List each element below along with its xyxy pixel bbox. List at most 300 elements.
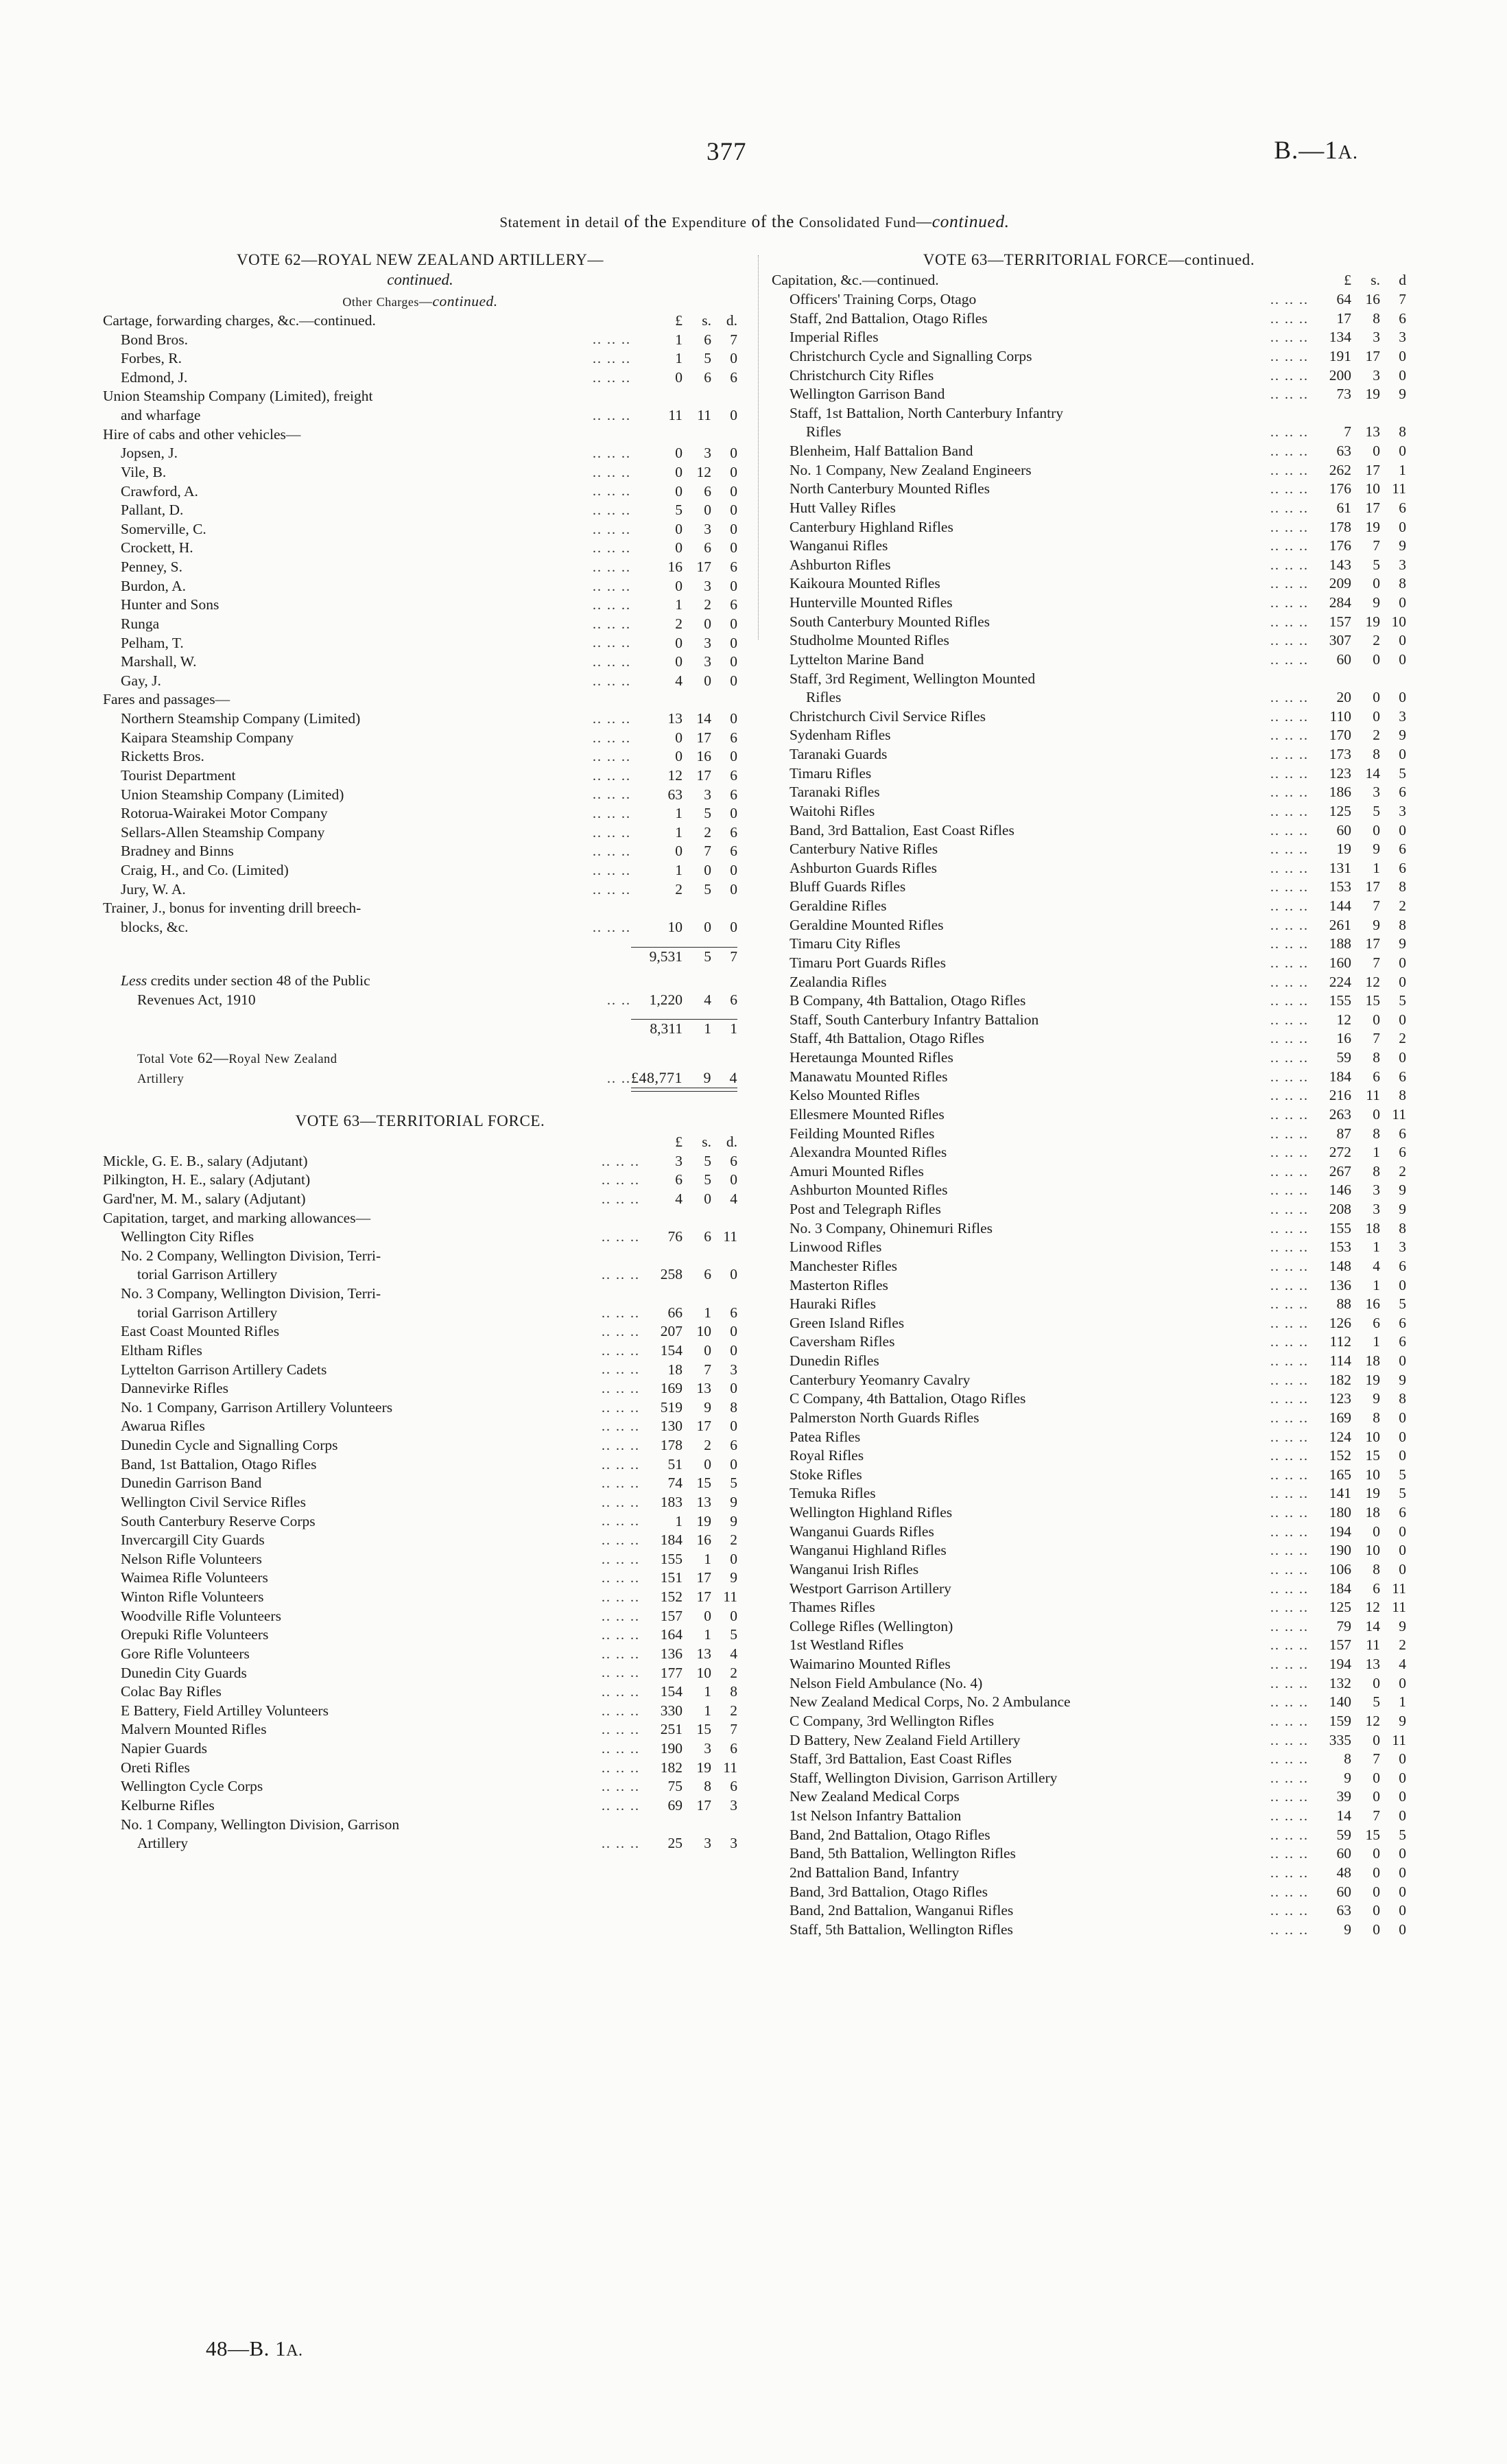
row-label: Hunterville Mounted Rifles [790,594,953,611]
row-leader: .. .. .. [1270,1315,1309,1331]
row-label: Craig, H., and Co. (Limited) [121,862,289,878]
row-pence: 11 [1392,1731,1406,1748]
row-leader: .. .. .. [1270,1202,1309,1217]
row-shillings: 17 [1365,347,1380,364]
row-pence: 6 [1399,1068,1406,1085]
table-row [772,1011,1406,1030]
table-row [103,1304,737,1323]
row-label: Geraldine Rifles [790,897,887,915]
row-leader: .. .. .. [1270,1903,1309,1919]
row-pence: 6 [1399,499,1406,516]
row-shillings: 2 [1373,727,1380,744]
row-pounds: 126 [1329,1314,1351,1331]
row-pounds: 144 [1329,897,1351,915]
row-label: Staff, 3rd Battalion, East Coast Rifles [790,1750,1012,1768]
table-row [103,1190,737,1209]
row-shillings: 17 [696,729,711,746]
table-row [103,766,737,786]
row-leader: .. .. .. [602,1343,640,1359]
row-label: Northern Steamship Company (Limited) [121,710,361,727]
vote-62-num: 62— [193,1049,229,1066]
row-leader: .. .. .. [1270,576,1309,592]
table-row [103,672,737,691]
row-leader: .. .. .. [593,616,631,632]
table-row [772,1883,1406,1902]
row-pounds: 60 [1336,1845,1351,1862]
row-shillings: 3 [704,577,711,594]
table-row [103,444,737,463]
cartage-totals [103,937,737,1092]
row-label: B Company, 4th Battalion, Otago Rifles [790,992,1026,1009]
row-shillings: 7 [1373,1750,1380,1768]
row-label: Canterbury Native Rifles [790,841,938,858]
row-label: D Battery, New Zealand Field Artillery [790,1731,1021,1748]
row-pounds: 0 [675,634,683,651]
row-shillings: 2 [704,1437,711,1454]
row-pounds: 191 [1329,347,1351,364]
row-pounds: 16 [667,559,683,575]
row-shillings: 0 [704,918,711,935]
row-label: C Company, 3rd Wellington Rifles [790,1712,995,1729]
row-pounds: 25 [667,1835,683,1852]
table-row [772,556,1406,575]
table-row [772,1276,1406,1295]
row-shillings: 5 [1373,556,1380,573]
row-pounds: 200 [1329,366,1351,384]
row-pence: 6 [730,1437,737,1454]
row-label: Penney, S. [121,559,182,575]
row-label: Wanganui Guards Rifles [790,1523,934,1540]
less-credits-row-2 [103,991,737,1010]
row-pounds: 330 [660,1702,683,1719]
row-pence: 6 [730,823,737,841]
table-row [772,840,1406,859]
row-shillings: 10 [696,1323,711,1340]
row-shillings [1351,670,1380,689]
vote-62-title-line2: continued. [387,271,453,289]
row-pounds: 2 [675,615,683,632]
row-leader: .. .. .. [1270,747,1309,762]
row-shillings: 10 [1365,1542,1380,1559]
row-label: Hauraki Rifles [790,1295,876,1313]
row-shillings: 12 [1365,973,1380,990]
row-label: Heretaunga Mounted Rifles [790,1049,953,1066]
row-pounds: 178 [660,1437,683,1454]
row-leader: .. .. .. [1270,1069,1309,1085]
row-label: Bradney and Binns [121,843,234,860]
row-pence: 3 [1399,707,1406,725]
row-label: Feilding Mounted Rifles [790,1125,935,1142]
row-label: Gore Rifle Volunteers [121,1645,250,1662]
row-label: Westport Garrison Artillery [790,1580,951,1597]
row-pounds: 0 [675,748,683,765]
row-pounds: 130 [660,1418,683,1435]
row-leader: .. .. .. [602,1685,640,1700]
row-leader: .. .. .. [593,787,631,803]
row-leader: .. .. .. [1270,368,1309,384]
row-leader: .. .. .. [1270,690,1309,706]
row-pounds: 114 [1329,1352,1351,1370]
row-label: Officers' Training Corps, Otago [790,291,977,308]
row-pence: 0 [1399,518,1406,535]
cartage-items [103,331,737,937]
row-leader: .. .. .. [602,1836,640,1852]
row-pence: 11 [1392,1580,1406,1597]
row-shillings: 0 [1373,689,1380,706]
table-row [772,1826,1406,1845]
row-pence: 6 [730,1152,737,1169]
row-shillings: 8 [1373,1560,1380,1577]
row-shillings: 13 [696,1493,711,1510]
row-leader: .. .. .. [1270,1278,1309,1293]
cartage-table [103,312,737,1092]
pence-header: d. [726,312,737,329]
row-pounds: 0 [675,539,683,556]
table-row [772,499,1406,518]
row-pounds: 5 [675,502,683,519]
row-pence: 6 [1399,1144,1406,1161]
row-shillings: 5 [704,805,711,822]
row-leader: .. .. .. [1270,596,1309,611]
row-label: Hunter and Sons [121,596,219,613]
row-pence: 0 [1399,1921,1406,1938]
table-row [772,1712,1406,1731]
row-leader: .. .. .. [1270,1372,1309,1388]
table-row [772,1617,1406,1636]
row-pence: 0 [1399,1428,1406,1445]
row-shillings: 6 [704,482,711,500]
row-leader: .. .. .. [1270,633,1309,649]
rule-shillings [683,1088,711,1092]
row-pence: 5 [730,1475,737,1492]
table-row [103,1322,737,1341]
row-shillings: 1 [1373,1144,1380,1161]
table-row [103,425,737,445]
row-label: Taranaki Guards [790,746,888,763]
row-label: Forbes, R. [121,350,182,367]
statement-word-expenditure: Expenditure [672,214,747,231]
row-pence: 0 [1399,1845,1406,1862]
row-shillings: 1 [1373,1239,1380,1256]
row-label: Staff, South Canterbury Infantry Battalion [790,1011,1039,1028]
table-row [772,328,1406,347]
table-row [772,897,1406,916]
row-pounds: 20 [1336,689,1351,706]
row-label: Blenheim, Half Battalion Band [790,443,973,460]
table-row [103,1569,737,1588]
table-row [772,973,1406,992]
row-pounds: 519 [660,1398,683,1416]
row-label: Kelso Mounted Rifles [790,1087,920,1104]
row-pounds: 4 [675,1190,683,1207]
row-label: Nelson Rifle Volunteers [121,1550,262,1567]
row-pence: 5 [1399,1485,1406,1502]
row-pence: 0 [1399,1447,1406,1464]
table-row [103,558,737,577]
footer-main: 48—B. 1 [206,2336,287,2360]
row-label: Invercargill City Guards [121,1532,265,1549]
row-leader: .. .. .. [602,1514,640,1529]
row-shillings: 0 [1373,1674,1380,1691]
vote-62-total-row-1 [103,1048,737,1068]
row-shillings: 3 [704,634,711,651]
row-label: Waimarino Mounted Rifles [790,1656,951,1673]
row-leader: .. .. .. [602,1476,640,1492]
row-shillings: 9 [704,1398,711,1416]
row-shillings: 0 [1373,1921,1380,1938]
table-row [103,899,737,918]
row-pence: 0 [730,520,737,537]
row-shillings: 6 [704,1266,711,1283]
row-pence: 0 [730,1266,737,1283]
row-pence: 1 [1399,461,1406,478]
row-label: Wellington Highland Rifles [790,1504,953,1521]
row-pence: 0 [730,1380,737,1397]
table-row [772,1750,1406,1769]
row-label: Pallant, D. [121,502,184,519]
row-shillings: 6 [1373,1068,1380,1085]
row-shillings: 7 [1373,1030,1380,1047]
row-pence: 0 [730,463,737,480]
row-shillings: 13 [1365,423,1380,441]
row-shillings: 3 [704,1740,711,1757]
table-row [772,1314,1406,1333]
less-pence: 6 [730,991,737,1008]
row-leader: .. .. .. [1270,1467,1309,1483]
row-pence: 0 [1399,1902,1406,1919]
row-pounds: 151 [660,1569,683,1586]
row-pence: 0 [730,710,737,727]
subtotal-shillings: 5 [683,947,711,966]
row-pounds: 141 [1329,1485,1351,1502]
row-leader [578,1816,640,1835]
row-leader: .. .. .. [1270,1713,1309,1729]
row-pounds: 164 [660,1626,683,1643]
row-label: Taranaki Rifles [790,784,880,801]
row-shillings: 5 [704,880,711,897]
row-pence: 0 [1399,1409,1406,1426]
row-pence: 0 [1399,1352,1406,1370]
charges-word: Charges [376,294,419,309]
row-label: Staff, 3rd Regiment, Wellington Mounted [790,670,1036,687]
row-label: Orepuki Rifle Volunteers [121,1626,269,1643]
table-row [772,916,1406,935]
table-row [772,1655,1406,1674]
row-pence: 0 [1399,366,1406,384]
row-label: Fares and passages— [103,691,230,708]
row-leader: .. .. .. [593,332,631,348]
row-pounds: 10 [667,918,683,935]
row-label: Woodville Rifle Volunteers [121,1607,281,1624]
two-column-body [103,250,1406,1939]
row-leader: .. .. .. [1270,1505,1309,1521]
row-label: Trainer, J., bonus for inventing drill breech- [103,900,361,917]
row-pounds: 0 [675,520,683,537]
vote63-pounds-header: £ [675,1134,683,1151]
row-pounds: 59 [1336,1826,1351,1843]
row-pounds: 73 [1336,386,1351,403]
row-shillings: 7 [1373,897,1380,915]
row-label: Lyttelton Garrison Artillery Cadets [121,1361,327,1378]
row-label: Christchurch City Rifles [790,366,934,384]
row-pounds: 12 [1336,1011,1351,1028]
table-row [103,1777,737,1796]
row-pence [711,425,737,445]
row-shillings: 9 [1373,594,1380,611]
row-label: C Company, 4th Battalion, Otago Rifles [790,1390,1026,1407]
row-leader: .. .. .. [1270,1051,1309,1066]
row-label: Dunedin City Guards [121,1664,247,1681]
row-pence: 0 [730,445,737,462]
rule-pounds [631,1088,683,1092]
row-label: Linwood Rifles [790,1239,882,1256]
row-label: Dunedin Cycle and Signalling Corps [121,1437,338,1454]
row-label: No. 1 Company, New Zealand Engineers [790,461,1032,478]
row-pounds: 1 [675,331,683,348]
row-leader: .. .. .. [1270,842,1309,858]
row-pounds: 16 [1336,1030,1351,1047]
row-pence: 0 [1399,1864,1406,1881]
subtotal-dots [566,947,631,966]
row-shillings: 10 [1365,480,1380,497]
row-pounds: 188 [1329,935,1351,952]
row-shillings: 9 [1373,916,1380,933]
table-row [103,1512,737,1532]
vote63-header-spacer [103,1133,578,1152]
table-row [103,823,737,843]
table-row [103,1361,737,1380]
row-label: Timaru Rifles [790,764,872,782]
row-shillings: 17 [696,1796,711,1814]
row-shillings: 3 [704,653,711,670]
row-pounds [631,387,683,406]
row-pounds: 39 [1336,1788,1351,1805]
row-pence: 3 [1399,802,1406,819]
row-shillings: 11 [697,407,711,423]
row-pence: 6 [730,766,737,784]
row-shillings: 16 [696,1532,711,1549]
row-shillings: 0 [704,1341,711,1359]
row-pounds: 165 [1329,1466,1351,1483]
row-pounds: 155 [660,1550,683,1567]
row-pounds: 154 [660,1341,683,1359]
table-row [772,1105,1406,1125]
table-row [772,366,1406,386]
row-pence: 2 [1399,1636,1406,1654]
row-pence: 0 [1399,973,1406,990]
row-pounds: 123 [1329,1390,1351,1407]
row-pence: 8 [1399,1390,1406,1407]
capitation-subheading: Capitation, &c.—continued. [772,272,939,289]
row-pounds: 267 [1329,1162,1351,1180]
table-row [103,918,737,937]
row-pounds: 132 [1329,1674,1351,1691]
row-shillings: 19 [1365,386,1380,403]
row-leader: .. .. .. [593,863,631,878]
row-shillings: 0 [1373,1011,1380,1028]
table-row [103,842,737,861]
total-word: Total [137,1053,165,1066]
row-pence: 2 [1399,897,1406,915]
row-label: Christchurch Civil Service Rifles [790,707,986,725]
row-shillings [683,690,711,709]
row-leader: .. .. .. [1270,1126,1309,1142]
row-shillings: 1 [704,1304,711,1321]
row-shillings: 11 [1366,1636,1380,1654]
table-row [103,729,737,748]
row-shillings: 17 [1365,935,1380,952]
row-leader: .. .. .. [1270,1809,1309,1824]
table-row [103,520,737,539]
subtotal-pence: 7 [711,947,737,966]
vote-62-total-label [103,1048,737,1068]
row-pence: 0 [730,880,737,897]
table-row [772,821,1406,841]
row-pence: 3 [1399,1239,1406,1256]
table-row [772,1560,1406,1580]
row-leader: .. .. .. [602,1760,640,1776]
row-leader: .. .. .. [1270,937,1309,952]
row-pence: 0 [730,1323,737,1340]
table-row [103,331,737,350]
row-label: Band, 1st Battalion, Otago Rifles [121,1455,317,1472]
vote-63-title-right: VOTE 63—TERRITORIAL FORCE—continued. [923,251,1255,268]
row-pence: 10 [1391,613,1406,630]
row-shillings: 6 [704,539,711,556]
table-row [103,880,737,900]
table-row [772,1068,1406,1087]
table-row [103,501,737,520]
row-pounds [1309,670,1351,689]
row-pence: 0 [1399,443,1406,460]
row-label: Kaipara Steamship Company [121,729,294,746]
row-leader: .. .. .. [593,882,631,897]
row-pounds: 0 [675,463,683,480]
row-shillings: 0 [1373,821,1380,838]
row-label: Ellesmere Mounted Rifles [790,1105,945,1123]
row-pence: 6 [730,1304,737,1321]
table-row [103,1607,737,1626]
row-leader: .. .. .. [1270,1600,1309,1616]
row-pence: 0 [730,862,737,878]
row-pounds: 14 [1336,1807,1351,1824]
row-label: and wharfage [121,407,201,423]
row-shillings: 0 [704,1607,711,1624]
row-pounds: 125 [1329,1599,1351,1616]
row-pounds: 169 [660,1380,683,1397]
capitation-items [772,290,1406,1939]
row-pounds: 48 [1336,1864,1351,1881]
row-pence: 7 [730,1721,737,1738]
row-shillings: 3 [1373,329,1380,346]
row-label: Bluff Guards Rifles [790,878,906,895]
row-label: Christchurch Cycle and Signalling Corps [790,347,1032,364]
row-pounds: 157 [660,1607,683,1624]
row-pence: 0 [730,748,737,765]
table-row [103,1265,737,1284]
row-label: Kaikoura Mounted Rifles [790,575,940,592]
table-row [772,1731,1406,1750]
row-label: Jury, W. A. [121,880,186,897]
row-pounds: 1 [675,1512,683,1529]
row-pounds: 160 [1329,954,1351,971]
row-leader: .. .. .. [602,1646,640,1662]
row-pence: 6 [730,843,737,860]
row-leader: .. .. .. [593,370,631,386]
row-shillings: 2 [704,596,711,613]
table-row [103,786,737,805]
row-label: Band, 3rd Battalion, Otago Rifles [790,1883,988,1900]
